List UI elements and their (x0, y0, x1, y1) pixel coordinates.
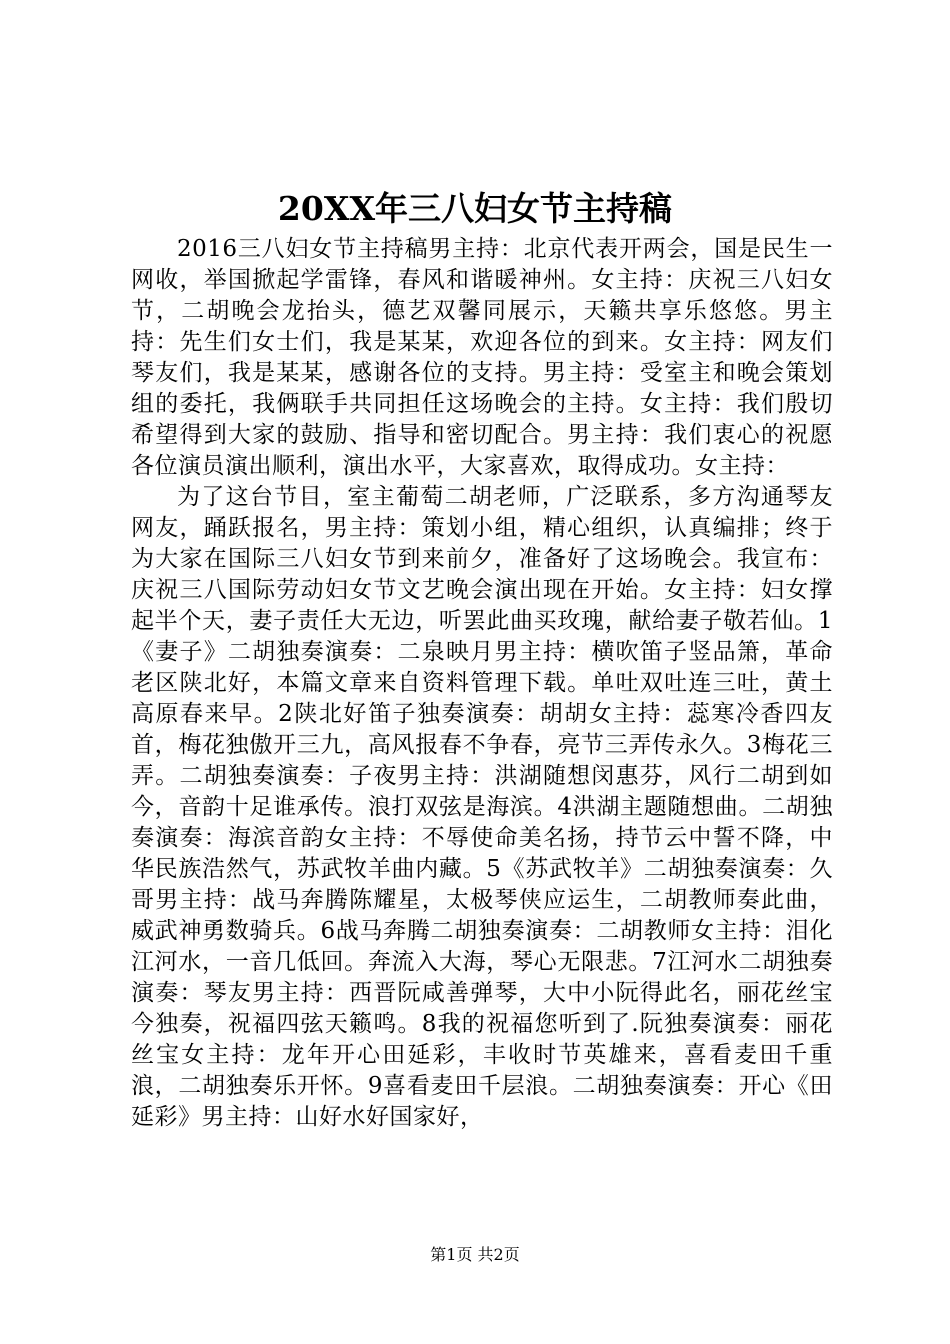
page-number-footer: 第1页 共2页 (430, 1245, 520, 1264)
document-body (131, 234, 833, 1133)
paragraph-2: 为了这台节目，室主葡萄二胡老师，广泛联系，多方沟通琴友网友，踊跃报名，男主持：策划小组，精心组织，认真编排；终于为大家在国际三八妇女节到来前夕，准备好了这场晚会。我宣布：庆祝三八国际劳动妇女节文艺晚会演出现在开始。女主持：妇女撑起半个天，妻子责任大无边，听罢此曲买玫瑰，献给妻子敬若仙。1《妻子》二胡独奏演奏：二泉映月男主持：横吹笛子竖品箫，革命老区陕北好，本篇文章来自资料管理下载。单吐双吐连三吐，黄土高原春来早。2陕北好笛子独奏演奏：胡胡女主持：蕊寒冷香四友首，梅花独傲开三九，高风报春不争春，亮节三弄传永久。3梅花三弄。二胡独奏演奏：子夜男主持：洪湖随想闵惠芬，风行二胡到如今，音韵十足谁承传。浪打双弦是海滨。4洪湖主题随想曲。二胡独奏演奏：海滨音韵女主持：不辱使命美名扬，持节云中誓不降，中华民族浩然气，苏武牧羊曲内藏。5《苏武牧羊》二胡独奏演奏：久哥男主持：战马奔腾陈耀星，太极琴侠应运生，二胡教师奏此曲，威武神勇数骑兵。6战马奔腾二胡独奏演奏：二胡教师女主持：泪化江河水，一音几低回。奔流入大海，琴心无限悲。7江河水二胡独奏演奏：琴友男主持：西晋阮咸善弹琴，大中小阮得此名，丽花丝宝今独奏，祝福四弦天籁鸣。8我的祝福您听到了.阮独奏演奏：丽花丝宝女主持：龙年开心田延彩，丰收时节英雄来，喜看麦田千重浪，二胡独奏乐开怀。9喜看麦田千层浪。二胡独奏演奏：开心《田延彩》男主持：山好水好国家好， (131, 484, 833, 1130)
paragraph-1: 2016三八妇女节主持稿男主持：北京代表开两会，国是民生一网收，举国掀起学雷锋，春风和谐暖神州。女主持：庆祝三八妇女节，二胡晚会龙抬头，德艺双馨同展示，天籁共享乐悠悠。男主持：先生们女士们，我是某某，欢迎各位的到来。女主持：网友们琴友们，我是某某，感谢各位的支持。男主持：受室主和晚会策划组的委托，我俩联手共同担任这场晚会的主持。女主持：我们殷切希望得到大家的鼓励、指导和密切配合。男主持：我们衷心的祝愿各位演员演出顺利，演出水平，大家喜欢，取得成功。女主持： (131, 236, 833, 479)
document-title: 20XX年三八妇女节主持稿 (277, 189, 673, 228)
